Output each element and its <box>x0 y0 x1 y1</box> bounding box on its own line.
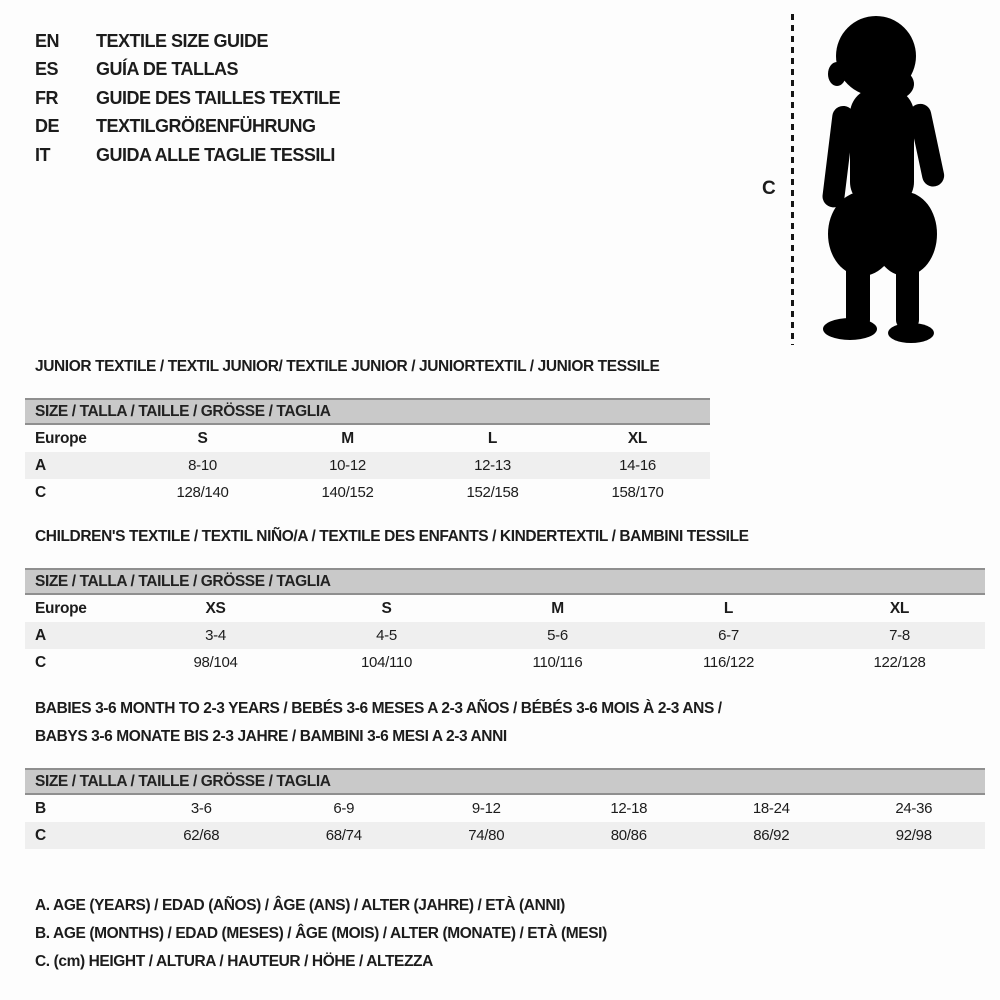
row-label: A <box>35 456 46 474</box>
size-cell: 10-12 <box>329 457 366 474</box>
row-label: C <box>35 826 46 844</box>
size-cell: 122/128 <box>873 654 926 671</box>
size-cell: 5-6 <box>547 627 568 644</box>
size-cell: M <box>551 599 564 617</box>
table-row <box>25 425 710 452</box>
size-cell: 14-16 <box>619 457 656 474</box>
size-cell: 104/110 <box>360 654 412 671</box>
lang-label: TEXTILE SIZE GUIDE <box>96 30 269 51</box>
size-cell: 158/170 <box>611 484 664 501</box>
note-a: A. AGE (YEARS) / EDAD (AÑOS) / ÂGE (ANS) / ALTER (JAHRE) / ETÀ (ANNI) <box>35 897 565 914</box>
size-cell: 9-12 <box>471 800 501 817</box>
size-cell: 98/104 <box>193 654 238 671</box>
size-cell: 74/80 <box>468 827 505 844</box>
size-cell: M <box>341 429 354 447</box>
size-cell: 4-5 <box>376 627 397 644</box>
size-header-bar: SIZE / TALLA / TAILLE / GRÖSSE / TAGLIA <box>25 568 985 595</box>
table-row <box>25 452 710 479</box>
size-cell: 152/158 <box>466 484 519 501</box>
lang-label: GUÍA DE TALLAS <box>96 59 238 80</box>
size-cell: 3-4 <box>205 627 226 644</box>
babies-section-title-line1: BABIES 3-6 MONTH TO 2-3 YEARS / BEBÉS 3-6 MESES A 2-3 AÑOS / BÉBÉS 3-6 MOIS À 2-3 ANS / <box>35 700 722 717</box>
table-row <box>25 822 985 849</box>
lang-row-it <box>35 141 340 170</box>
toddler-silhouette-image <box>806 6 958 346</box>
size-cell: 18-24 <box>752 800 790 817</box>
size-cell: 86/92 <box>753 827 790 844</box>
size-cell: 116/122 <box>702 654 754 671</box>
size-cell: 6-7 <box>718 627 739 644</box>
size-cell: 62/68 <box>183 827 220 844</box>
size-cell: 7-8 <box>889 627 910 644</box>
row-label: Europe <box>35 429 87 447</box>
table-row <box>25 595 985 622</box>
size-cell: 8-10 <box>188 457 217 474</box>
junior-size-table <box>25 398 710 506</box>
lang-label: TEXTILGRÖßENFÜHRUNG <box>96 116 316 137</box>
lang-code: IT <box>35 144 50 165</box>
row-label: C <box>35 483 46 501</box>
size-cell: 12-13 <box>474 457 511 474</box>
table-row <box>25 795 985 822</box>
size-header-bar: SIZE / TALLA / TAILLE / GRÖSSE / TAGLIA <box>25 768 985 795</box>
children-size-table <box>25 568 985 676</box>
row-label: B <box>35 799 46 817</box>
size-cell: 140/152 <box>321 484 374 501</box>
size-header-bar: SIZE / TALLA / TAILLE / GRÖSSE / TAGLIA <box>25 398 710 425</box>
size-cell: S <box>197 429 208 447</box>
table-row <box>25 479 710 506</box>
size-cell: 12-18 <box>610 800 648 817</box>
size-cell: 92/98 <box>895 827 932 844</box>
size-cell: 24-36 <box>895 800 933 817</box>
size-cell: 3-6 <box>190 800 212 817</box>
note-c: C. (cm) HEIGHT / ALTURA / HAUTEUR / HÖHE / ALTEZZA <box>35 953 433 970</box>
row-label: C <box>35 653 46 671</box>
children-section-title: CHILDREN'S TEXTILE / TEXTIL NIÑO/A / TEXTILE DES ENFANTS / KINDERTEXTIL / BAMBINI TESSILE <box>35 528 749 545</box>
size-cell: 68/74 <box>325 827 362 844</box>
babies-size-table <box>25 768 985 849</box>
row-label: A <box>35 626 46 644</box>
row-label: Europe <box>35 599 87 617</box>
lang-code: FR <box>35 87 58 108</box>
lang-row-es <box>35 56 340 85</box>
legend-notes <box>35 897 607 981</box>
size-cell: 80/86 <box>610 827 647 844</box>
language-legend <box>35 27 340 170</box>
table-row <box>25 649 985 676</box>
size-cell: 6-9 <box>333 800 355 817</box>
junior-section-title: JUNIOR TEXTILE / TEXTIL JUNIOR/ TEXTILE JUNIOR / JUNIORTEXTIL / JUNIOR TESSILE <box>35 358 660 375</box>
size-cell: XS <box>205 599 226 617</box>
size-cell: S <box>381 599 392 617</box>
lang-code: EN <box>35 30 60 51</box>
size-cell: L <box>723 599 734 617</box>
size-cell: 128/140 <box>176 484 229 501</box>
size-cell: L <box>487 429 498 447</box>
lang-label: GUIDE DES TAILLES TEXTILE <box>96 87 341 108</box>
height-measure-label: C <box>762 178 776 199</box>
babies-section-title-line2: BABYS 3-6 MONATE BIS 2-3 JAHRE / BAMBINI 3-6 MESI A 2-3 ANNI <box>35 728 507 745</box>
table-row <box>25 622 985 649</box>
note-b: B. AGE (MONTHS) / EDAD (MESES) / ÂGE (MOIS) / ALTER (MONATE) / ETÀ (MESI) <box>35 925 607 942</box>
size-cell: XL <box>889 599 910 617</box>
lang-row-de <box>35 113 340 142</box>
height-measure-dotted-line <box>791 14 794 345</box>
lang-row-fr <box>35 84 340 113</box>
lang-row-en <box>35 27 340 56</box>
size-cell: 110/116 <box>532 654 583 671</box>
lang-code: DE <box>35 116 60 137</box>
lang-label: GUIDA ALLE TAGLIE TESSILI <box>96 144 335 165</box>
size-cell: XL <box>627 429 648 447</box>
lang-code: ES <box>35 59 59 80</box>
